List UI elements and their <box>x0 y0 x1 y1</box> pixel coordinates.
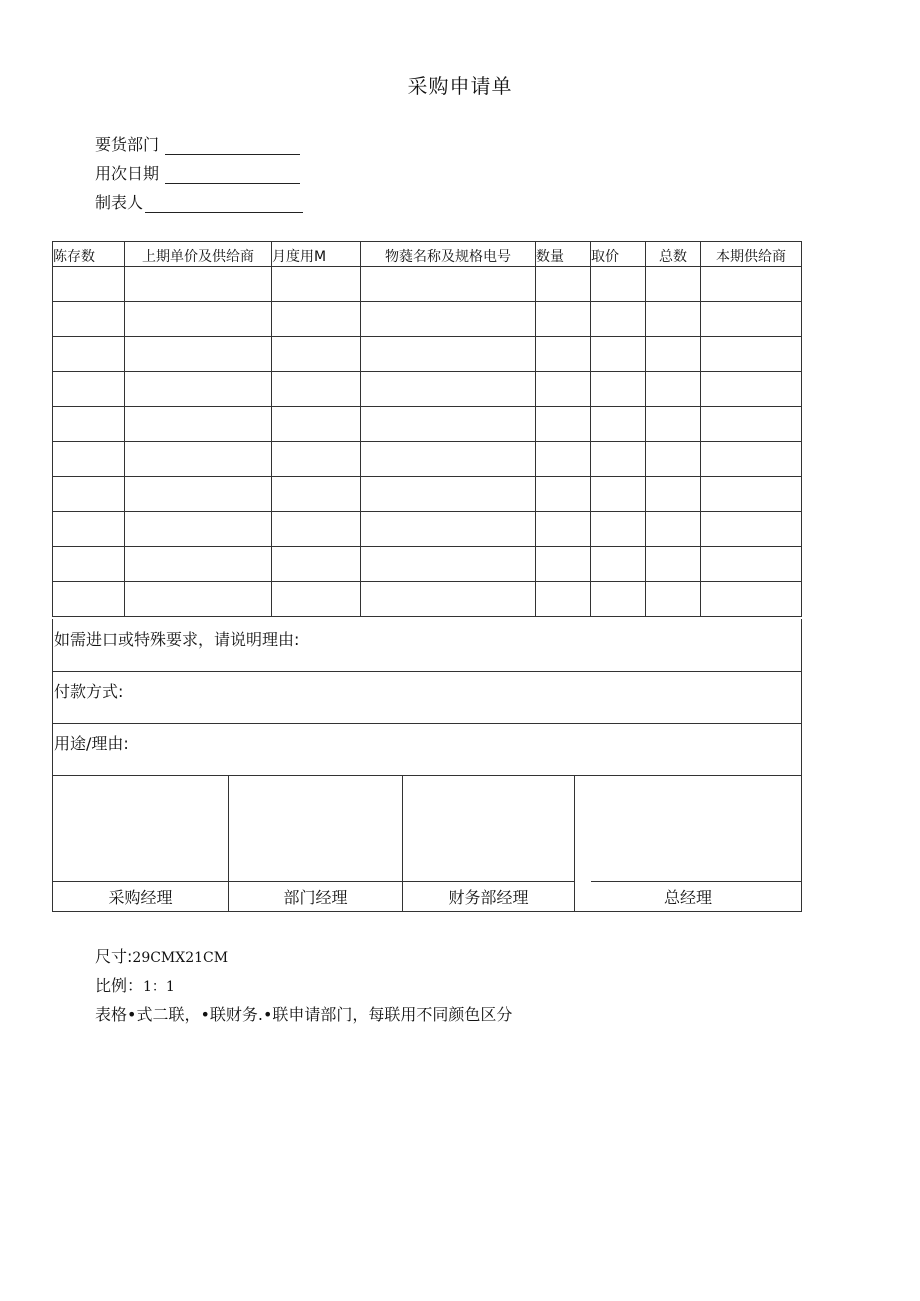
table-row <box>53 442 802 477</box>
table-cell[interactable] <box>701 372 802 407</box>
table-row <box>53 372 802 407</box>
header-last-price-supplier: 上期单价及供给商 <box>125 242 272 267</box>
payment-method-label: 付款方式: <box>54 682 124 701</box>
table-cell[interactable] <box>53 442 125 477</box>
table-cell[interactable] <box>361 407 536 442</box>
header-price: 取价 <box>591 242 646 267</box>
signature-area <box>52 775 802 912</box>
table-cell[interactable] <box>272 267 361 302</box>
table-cell[interactable] <box>646 407 701 442</box>
table-cell[interactable] <box>53 547 125 582</box>
table-cell[interactable] <box>591 372 646 407</box>
copies-note: 表格•式二联，•联财务.•联申请部门，每联用不同颜色区分 <box>95 1005 513 1024</box>
table-cell[interactable] <box>272 477 361 512</box>
table-cell[interactable] <box>591 337 646 372</box>
table-cell[interactable] <box>536 582 591 617</box>
table-cell[interactable] <box>646 442 701 477</box>
table-cell[interactable] <box>361 512 536 547</box>
table-cell[interactable] <box>536 267 591 302</box>
table-cell[interactable] <box>125 547 272 582</box>
table-cell[interactable] <box>591 477 646 512</box>
table-cell[interactable] <box>646 372 701 407</box>
table-row <box>53 302 802 337</box>
table-row <box>53 407 802 442</box>
table-cell[interactable] <box>53 372 125 407</box>
table-cell[interactable] <box>361 547 536 582</box>
table-cell[interactable] <box>125 582 272 617</box>
table-cell[interactable] <box>53 267 125 302</box>
table-cell[interactable] <box>646 547 701 582</box>
table-cell[interactable] <box>361 582 536 617</box>
table-cell[interactable] <box>53 337 125 372</box>
table-cell[interactable] <box>646 267 701 302</box>
table-row <box>53 582 802 617</box>
table-cell[interactable] <box>53 512 125 547</box>
table-cell[interactable] <box>536 547 591 582</box>
department-label: 要货部门 <box>95 135 160 154</box>
header-item-name-spec: 物蕤名称及规格电号 <box>361 242 536 267</box>
ratio-note <box>95 973 175 996</box>
signature-label: 部门经理 <box>229 881 402 911</box>
table-cell[interactable] <box>536 302 591 337</box>
table-cell[interactable] <box>361 442 536 477</box>
department-input-line[interactable] <box>165 136 300 155</box>
table-cell[interactable] <box>125 372 272 407</box>
signature-department-manager[interactable] <box>229 775 403 911</box>
date-field <box>95 162 300 184</box>
table-cell[interactable] <box>361 477 536 512</box>
table-cell[interactable] <box>272 302 361 337</box>
table-cell[interactable] <box>591 302 646 337</box>
table-cell[interactable] <box>125 477 272 512</box>
table-row <box>53 477 802 512</box>
table-cell[interactable] <box>53 477 125 512</box>
import-requirements-label: 如需进口或特殊要求，请说明理由: <box>54 630 300 649</box>
table-cell[interactable] <box>646 582 701 617</box>
header-stock: 陈存数 <box>53 242 125 267</box>
table-cell[interactable] <box>53 407 125 442</box>
table-cell[interactable] <box>361 372 536 407</box>
table-cell[interactable] <box>125 512 272 547</box>
header-monthly-usage: 月度用M <box>272 242 361 267</box>
table-row <box>53 337 802 372</box>
table-cell[interactable] <box>272 582 361 617</box>
table-cell[interactable] <box>272 407 361 442</box>
table-cell[interactable] <box>272 372 361 407</box>
table-cell[interactable] <box>591 442 646 477</box>
table-cell[interactable] <box>646 302 701 337</box>
header-current-supplier: 本期供给商 <box>701 242 802 267</box>
signature-label: 总经理 <box>663 888 712 907</box>
date-input-line[interactable] <box>165 165 300 184</box>
table-cell[interactable] <box>591 512 646 547</box>
table-cell[interactable] <box>591 547 646 582</box>
table-cell[interactable] <box>125 407 272 442</box>
table-cell[interactable] <box>701 477 802 512</box>
table-row <box>53 267 802 302</box>
form-title: 采购申请单 <box>407 74 513 98</box>
table-cell[interactable] <box>536 372 591 407</box>
table-cell[interactable] <box>536 407 591 442</box>
table-cell[interactable] <box>591 267 646 302</box>
table-cell[interactable] <box>646 477 701 512</box>
size-value: 29CMX21CM <box>132 950 229 966</box>
table-header-row <box>53 242 802 267</box>
table-cell[interactable] <box>272 547 361 582</box>
table-cell[interactable] <box>701 512 802 547</box>
preparer-input-line[interactable] <box>145 194 303 213</box>
ratio-label: 比例： <box>95 976 144 995</box>
table-cell[interactable] <box>701 442 802 477</box>
table-cell[interactable] <box>646 337 701 372</box>
purchase-items-table <box>52 241 802 617</box>
table-cell[interactable] <box>701 547 802 582</box>
table-cell[interactable] <box>125 337 272 372</box>
table-cell[interactable] <box>272 442 361 477</box>
signature-label: 财务部经理 <box>403 881 574 911</box>
signature-purchasing-manager[interactable] <box>53 775 229 911</box>
table-cell[interactable] <box>701 407 802 442</box>
table-cell[interactable] <box>272 337 361 372</box>
table-cell[interactable] <box>361 302 536 337</box>
table-cell[interactable] <box>536 337 591 372</box>
size-label: 尺寸: <box>95 947 133 966</box>
table-cell[interactable] <box>53 302 125 337</box>
table-cell[interactable] <box>701 302 802 337</box>
purpose-label: 用途/理由: <box>54 734 129 753</box>
table-cell[interactable] <box>536 512 591 547</box>
table-cell[interactable] <box>536 442 591 477</box>
signature-finance-manager[interactable] <box>403 775 575 911</box>
table-row <box>53 547 802 582</box>
import-requirements-box[interactable] <box>52 619 802 672</box>
table-cell[interactable] <box>53 582 125 617</box>
preparer-field <box>95 191 303 213</box>
table-row <box>53 512 802 547</box>
table-cell[interactable] <box>361 267 536 302</box>
table-cell[interactable] <box>272 512 361 547</box>
table-cell[interactable] <box>125 267 272 302</box>
table-cell[interactable] <box>646 512 701 547</box>
table-cell[interactable] <box>701 337 802 372</box>
preparer-label: 制表人 <box>95 193 144 212</box>
signature-label: 采购经理 <box>53 881 228 911</box>
ratio-value: 1：1 <box>143 979 175 995</box>
table-cell[interactable] <box>125 442 272 477</box>
table-cell[interactable] <box>361 337 536 372</box>
department-field <box>95 133 300 155</box>
header-quantity: 数量 <box>536 242 591 267</box>
size-note <box>95 944 228 967</box>
table-cell[interactable] <box>701 267 802 302</box>
table-cell[interactable] <box>536 477 591 512</box>
payment-method-box[interactable] <box>52 671 802 724</box>
table-cell[interactable] <box>591 407 646 442</box>
table-cell[interactable] <box>591 582 646 617</box>
table-cell[interactable] <box>701 582 802 617</box>
header-total: 总数 <box>646 242 701 267</box>
date-label: 用次日期 <box>95 164 160 183</box>
purpose-box[interactable] <box>52 723 802 776</box>
table-cell[interactable] <box>125 302 272 337</box>
signature-general-manager[interactable] <box>575 775 801 911</box>
